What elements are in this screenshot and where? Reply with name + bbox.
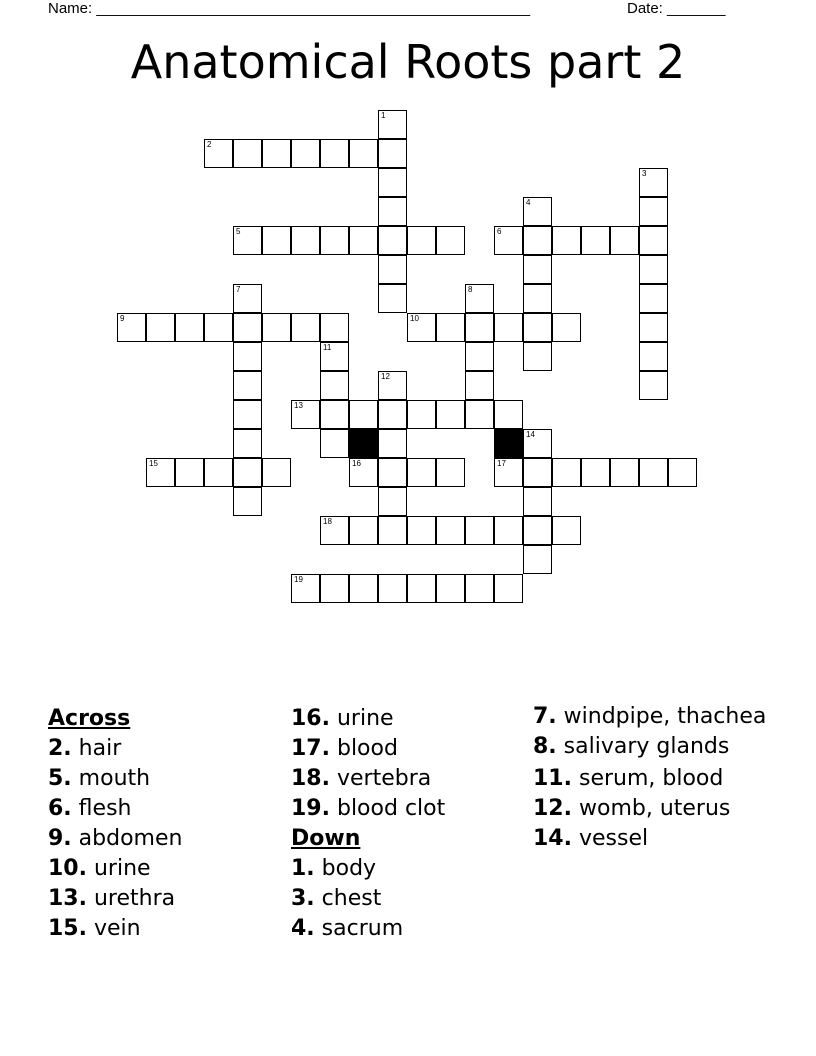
grid-clue-number: 13 bbox=[294, 401, 303, 410]
grid-cell[interactable] bbox=[639, 226, 668, 255]
clue-across-9: 9. abdomen bbox=[48, 826, 183, 851]
grid-black-square bbox=[494, 429, 523, 458]
grid-cell[interactable] bbox=[320, 400, 349, 429]
grid-cell[interactable] bbox=[204, 458, 233, 487]
grid-cell[interactable] bbox=[233, 458, 262, 487]
grid-cell[interactable] bbox=[378, 255, 407, 284]
grid-cell[interactable] bbox=[146, 313, 175, 342]
grid-clue-number: 19 bbox=[294, 575, 303, 584]
grid-cell[interactable] bbox=[262, 313, 291, 342]
grid-cell[interactable] bbox=[291, 313, 320, 342]
clue-down-11: 11. serum, blood bbox=[533, 766, 724, 791]
grid-cell[interactable] bbox=[262, 458, 291, 487]
grid-cell[interactable] bbox=[320, 429, 349, 458]
grid-cell[interactable] bbox=[204, 139, 233, 168]
grid-cell[interactable] bbox=[552, 458, 581, 487]
grid-cell[interactable] bbox=[320, 574, 349, 603]
grid-cell[interactable] bbox=[523, 458, 552, 487]
clue-across-13: 13. urethra bbox=[48, 886, 176, 911]
clue-down-14: 14. vessel bbox=[533, 826, 649, 851]
grid-cell[interactable] bbox=[639, 197, 668, 226]
grid-cell[interactable] bbox=[349, 458, 378, 487]
clue-down-12: 12. womb, uterus bbox=[533, 796, 731, 821]
grid-clue-number: 9 bbox=[120, 314, 125, 323]
grid-cell[interactable] bbox=[320, 371, 349, 400]
grid-cell[interactable] bbox=[494, 458, 523, 487]
down-heading: Down bbox=[291, 826, 361, 851]
grid-cell[interactable] bbox=[349, 226, 378, 255]
grid-cell[interactable] bbox=[639, 168, 668, 197]
grid-cell[interactable] bbox=[523, 226, 552, 255]
grid-cell[interactable] bbox=[175, 458, 204, 487]
grid-cell[interactable] bbox=[436, 400, 465, 429]
grid-clue-number: 7 bbox=[236, 285, 241, 294]
grid-cell[interactable] bbox=[407, 400, 436, 429]
grid-cell[interactable] bbox=[320, 226, 349, 255]
grid-clue-number: 6 bbox=[497, 227, 502, 236]
grid-clue-number: 16 bbox=[352, 459, 361, 468]
clue-across-16: 16. urine bbox=[291, 706, 394, 731]
grid-cell[interactable] bbox=[320, 139, 349, 168]
grid-cell[interactable] bbox=[407, 516, 436, 545]
grid-cell[interactable] bbox=[523, 313, 552, 342]
grid-cell[interactable] bbox=[349, 139, 378, 168]
grid-cell[interactable] bbox=[523, 255, 552, 284]
grid-cell[interactable] bbox=[291, 574, 320, 603]
grid-cell[interactable] bbox=[436, 516, 465, 545]
grid-cell[interactable] bbox=[552, 313, 581, 342]
grid-cell[interactable] bbox=[378, 574, 407, 603]
grid-cell[interactable] bbox=[233, 342, 262, 371]
grid-cell[interactable] bbox=[494, 226, 523, 255]
grid-cell[interactable] bbox=[639, 342, 668, 371]
clue-across-2: 2. hair bbox=[48, 736, 122, 761]
grid-cell[interactable] bbox=[523, 429, 552, 458]
clue-across-5: 5. mouth bbox=[48, 766, 151, 791]
clue-across-18: 18. vertebra bbox=[291, 766, 432, 791]
grid-cell[interactable] bbox=[349, 400, 378, 429]
grid-cell[interactable] bbox=[639, 313, 668, 342]
clues-column-2 bbox=[291, 704, 521, 944]
grid-cell[interactable] bbox=[407, 458, 436, 487]
clue-down-4: 4. sacrum bbox=[291, 916, 404, 941]
grid-cell[interactable] bbox=[436, 226, 465, 255]
grid-cell[interactable] bbox=[639, 284, 668, 313]
grid-cell[interactable] bbox=[233, 487, 262, 516]
grid-cell[interactable] bbox=[378, 226, 407, 255]
grid-cell[interactable] bbox=[233, 226, 262, 255]
grid-cell[interactable] bbox=[233, 371, 262, 400]
grid-clue-number: 1 bbox=[381, 111, 386, 120]
grid-clue-number: 14 bbox=[526, 430, 535, 439]
grid-clue-number: 10 bbox=[410, 314, 419, 323]
grid-cell[interactable] bbox=[552, 516, 581, 545]
grid-cell[interactable] bbox=[436, 574, 465, 603]
grid-clue-number: 18 bbox=[323, 517, 332, 526]
clues-column-1 bbox=[48, 704, 278, 944]
grid-cell[interactable] bbox=[494, 574, 523, 603]
clue-across-10: 10. urine bbox=[48, 856, 151, 881]
grid-cell[interactable] bbox=[146, 458, 175, 487]
grid-cell[interactable] bbox=[465, 574, 494, 603]
grid-cell[interactable] bbox=[349, 516, 378, 545]
grid-cell[interactable] bbox=[378, 487, 407, 516]
grid-cell[interactable] bbox=[291, 139, 320, 168]
clue-across-19: 19. blood clot bbox=[291, 796, 446, 821]
grid-cell[interactable] bbox=[523, 342, 552, 371]
grid-cell[interactable] bbox=[639, 371, 668, 400]
grid-cell[interactable] bbox=[117, 313, 146, 342]
grid-cell[interactable] bbox=[378, 139, 407, 168]
grid-cell[interactable] bbox=[233, 284, 262, 313]
grid-cell[interactable] bbox=[378, 458, 407, 487]
grid-cell[interactable] bbox=[204, 313, 233, 342]
grid-cell[interactable] bbox=[523, 487, 552, 516]
grid-cell[interactable] bbox=[233, 429, 262, 458]
grid-clue-number: 11 bbox=[323, 343, 332, 352]
grid-cell[interactable] bbox=[436, 313, 465, 342]
clue-down-7: 7. windpipe, thachea bbox=[533, 704, 767, 729]
grid-clue-number: 4 bbox=[526, 198, 531, 207]
grid-cell[interactable] bbox=[552, 226, 581, 255]
grid-cell[interactable] bbox=[581, 458, 610, 487]
across-heading: Across bbox=[48, 706, 131, 731]
grid-cell[interactable] bbox=[465, 313, 494, 342]
grid-cell[interactable] bbox=[291, 400, 320, 429]
grid-cell[interactable] bbox=[320, 516, 349, 545]
grid-cell[interactable] bbox=[465, 371, 494, 400]
grid-cell[interactable] bbox=[581, 226, 610, 255]
grid-cell[interactable] bbox=[465, 516, 494, 545]
grid-clue-number: 12 bbox=[381, 372, 390, 381]
grid-cell[interactable] bbox=[610, 226, 639, 255]
grid-cell[interactable] bbox=[465, 284, 494, 313]
grid-cell[interactable] bbox=[407, 313, 436, 342]
grid-cell[interactable] bbox=[523, 545, 552, 574]
grid-cell[interactable] bbox=[233, 139, 262, 168]
grid-cell[interactable] bbox=[465, 400, 494, 429]
grid-cell[interactable] bbox=[349, 574, 378, 603]
clue-across-15: 15. vein bbox=[48, 916, 141, 941]
grid-cell[interactable] bbox=[465, 342, 494, 371]
clue-across-17: 17. blood bbox=[291, 736, 398, 761]
grid-cell[interactable] bbox=[668, 458, 697, 487]
grid-clue-number: 15 bbox=[149, 459, 158, 468]
grid-cell[interactable] bbox=[494, 516, 523, 545]
grid-cell[interactable] bbox=[175, 313, 204, 342]
grid-cell[interactable] bbox=[407, 574, 436, 603]
grid-cell[interactable] bbox=[378, 516, 407, 545]
grid-cell[interactable] bbox=[610, 458, 639, 487]
grid-cell[interactable] bbox=[378, 284, 407, 313]
grid-clue-number: 2 bbox=[207, 140, 212, 149]
clue-across-6: 6. flesh bbox=[48, 796, 132, 821]
grid-cell[interactable] bbox=[262, 226, 291, 255]
name-field[interactable]: Name: ____________________________________________________ bbox=[48, 0, 531, 17]
grid-cell[interactable] bbox=[378, 371, 407, 400]
grid-cell[interactable] bbox=[378, 168, 407, 197]
grid-cell[interactable] bbox=[378, 429, 407, 458]
grid-cell[interactable] bbox=[291, 226, 320, 255]
grid-cell[interactable] bbox=[639, 255, 668, 284]
grid-clue-number: 5 bbox=[236, 227, 241, 236]
grid-cell[interactable] bbox=[320, 313, 349, 342]
grid-cell[interactable] bbox=[523, 197, 552, 226]
grid-cell[interactable] bbox=[639, 458, 668, 487]
clue-down-8: 8. salivary glands bbox=[533, 734, 730, 759]
grid-clue-number: 3 bbox=[642, 169, 647, 178]
grid-clue-number: 17 bbox=[497, 459, 506, 468]
grid-cell[interactable] bbox=[523, 284, 552, 313]
grid-cell[interactable] bbox=[523, 516, 552, 545]
clues-column-3 bbox=[533, 704, 783, 854]
grid-cell[interactable] bbox=[378, 400, 407, 429]
grid-cell[interactable] bbox=[233, 313, 262, 342]
grid-cell[interactable] bbox=[494, 313, 523, 342]
grid-cell[interactable] bbox=[233, 400, 262, 429]
grid-cell[interactable] bbox=[262, 139, 291, 168]
clue-down-1: 1. body bbox=[291, 856, 377, 881]
date-field[interactable]: Date: _______ bbox=[627, 0, 726, 17]
grid-black-square bbox=[349, 429, 378, 458]
grid-cell[interactable] bbox=[378, 197, 407, 226]
grid-cell[interactable] bbox=[494, 400, 523, 429]
grid-cell[interactable] bbox=[320, 342, 349, 371]
page-title: Anatomical Roots part 2 bbox=[130, 35, 686, 89]
clue-down-3: 3. chest bbox=[291, 886, 382, 911]
grid-cell[interactable] bbox=[378, 110, 407, 139]
grid-cell[interactable] bbox=[436, 458, 465, 487]
grid-clue-number: 8 bbox=[468, 285, 473, 294]
grid-cell[interactable] bbox=[407, 226, 436, 255]
